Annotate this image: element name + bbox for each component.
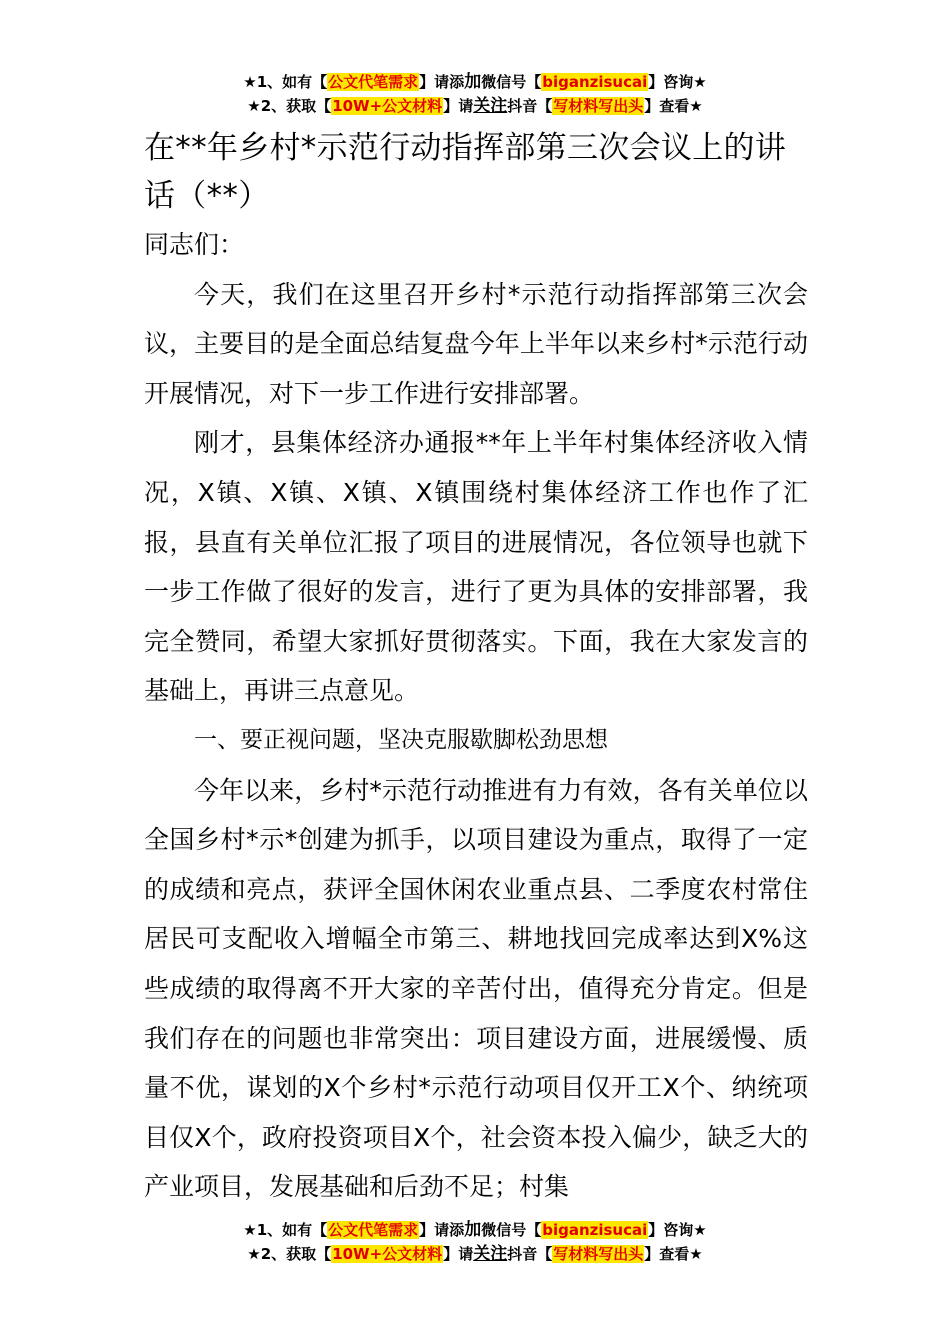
banner-text: 】请 [443, 1245, 474, 1263]
banner-emphasis: 关注 [473, 96, 508, 116]
banner-text: 微信号【 [481, 1221, 542, 1239]
banner-line-1 [0, 1218, 950, 1242]
banner-highlight: 公文代笔需求 [328, 73, 419, 91]
banner-text: 抖音【 [507, 1245, 553, 1263]
banner-line-1 [0, 70, 950, 94]
banner-text: 】请 [443, 97, 474, 115]
footer-banner [0, 1218, 950, 1266]
banner-highlight: biganzisucai [542, 1221, 648, 1239]
banner-text: ★1、如有【 [243, 1221, 328, 1239]
banner-highlight: 公文代笔需求 [328, 1221, 419, 1239]
banner-text: 抖音【 [507, 97, 553, 115]
salutation: 同志们： [144, 230, 245, 259]
banner-highlight: biganzisucai [542, 73, 648, 91]
banner-emphasis: 加 [464, 72, 482, 92]
banner-emphasis: 加 [464, 1220, 482, 1240]
banner-highlight: 10W+公文材料 [332, 1245, 443, 1263]
banner-text: ★2、获取【 [247, 1245, 332, 1263]
banner-line-2 [0, 94, 950, 118]
banner-highlight: 写材料写出头 [553, 1245, 644, 1263]
banner-text: 】请添 [419, 1221, 465, 1239]
document-body [144, 124, 808, 1212]
banner-text: 】查看★ [644, 1245, 703, 1263]
banner-text: 微信号【 [481, 73, 542, 91]
document-title: 在**年乡村*示范行动指挥部第三次会议上的讲话（**） [144, 130, 787, 214]
section-heading: 一、要正视问题，坚决克服歇脚松劲思想 [194, 726, 608, 753]
banner-line-2 [0, 1242, 950, 1266]
paragraph: 刚才，县集体经济办通报**年上半年村集体经济收入情况，X镇、X镇、X镇、X镇围绕村集体经济工作也作了汇报，县直有关单位汇报了项目的进展情况，各位领导也就下一步工作做了很好的发言，进行了更为具体的安排部署，我完全赞同，希望大家抓好贯彻落实。下面，我在大家发言的基础上，再讲三点意见。 [144, 428, 808, 706]
banner-highlight: 写材料写出头 [553, 97, 644, 115]
paragraph: 今天，我们在这里召开乡村*示范行动指挥部第三次会议，主要目的是全面总结复盘今年上半年以来乡村*示范行动开展情况，对下一步工作进行安排部署。 [144, 279, 808, 408]
banner-text: ★2、获取【 [247, 97, 332, 115]
header-banner [0, 70, 950, 118]
banner-text: 】查看★ [644, 97, 703, 115]
banner-text: 】咨询★ [648, 73, 707, 91]
banner-text: 】请添 [419, 73, 465, 91]
paragraph: 今年以来，乡村*示范行动推进有力有效，各有关单位以全国乡村*示*创建为抓手，以项目建设为重点，取得了一定的成绩和亮点，获评全国休闲农业重点县、二季度农村常住居民可支配收入增幅全市第三、耕地找回完成率达到X%这些成绩的取得离不开大家的辛苦付出，值得充分肯定。但是我们存在的问题也非常突出：项目建设方面，进展缓慢、质量不优，谋划的X个乡村*示范行动项目仅开工X个、纳统项目仅X个，政府投资项目X个，社会资本投入偏少，缺乏大的产业项目，发展基础和后劲不足；村集 [144, 775, 808, 1202]
banner-emphasis: 关注 [473, 1244, 508, 1264]
banner-text: ★1、如有【 [243, 73, 328, 91]
banner-text: 】咨询★ [648, 1221, 707, 1239]
banner-highlight: 10W+公文材料 [332, 97, 443, 115]
